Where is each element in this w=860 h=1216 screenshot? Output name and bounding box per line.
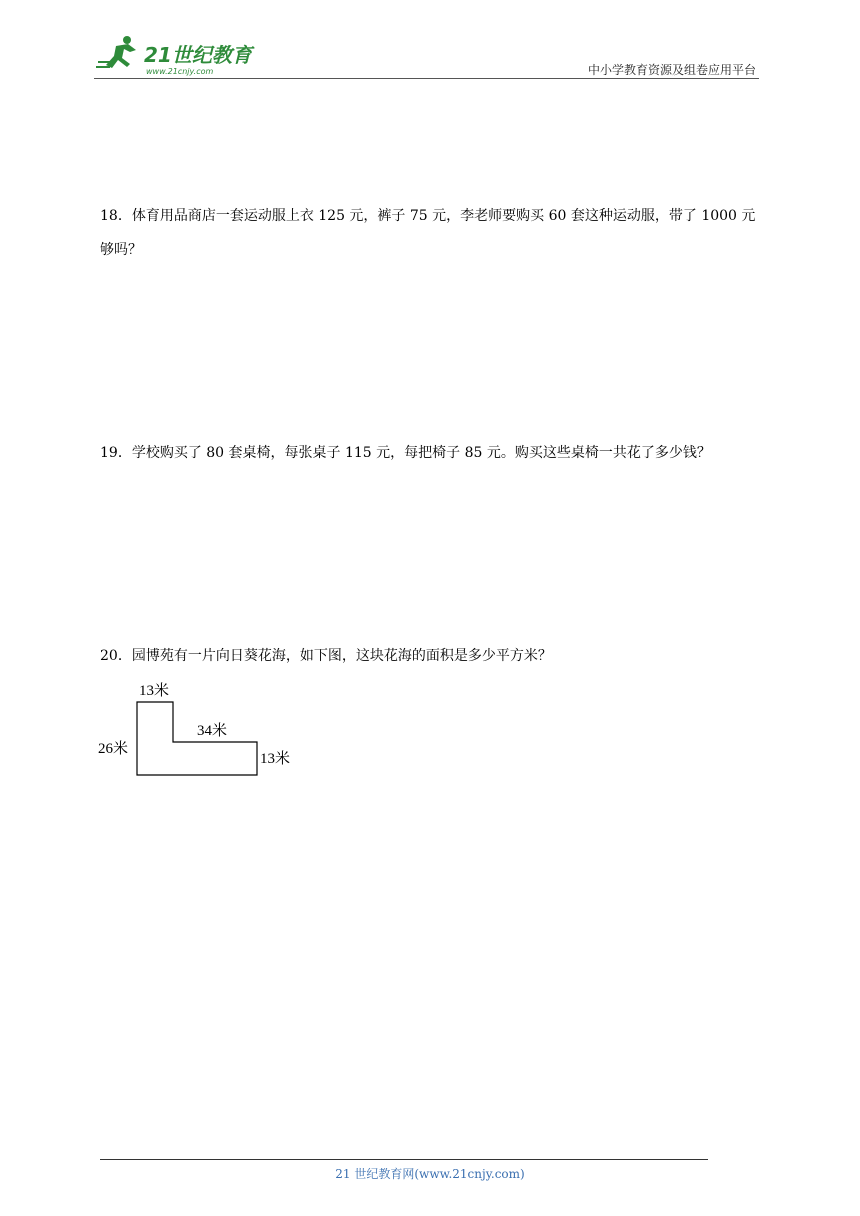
l-shape-figure	[95, 674, 305, 784]
platform-title: 中小学教育资源及组卷应用平台	[587, 63, 756, 77]
site-logo	[94, 32, 264, 78]
logo-url: www.21cnjy.com	[146, 67, 214, 76]
label-top-width: 13米	[139, 683, 170, 699]
label-step-width: 34米	[197, 723, 228, 739]
label-right-height: 13米	[260, 751, 291, 767]
runner-icon	[96, 36, 136, 68]
question-19: 19．学校购买了 80 套桌椅，每张桌子 115 元，每把椅子 85 元。购买这些桌椅一共花了多少钱？	[100, 445, 711, 461]
question-20: 20．园博苑有一片向日葵花海，如下图，这块花海的面积是多少平方米？	[100, 648, 552, 664]
question-18: 18．体育用品商店一套运动服上衣 125 元，裤子 75 元，李老师要购买 60 套这种运动服，带了 1000 元够吗？	[100, 208, 756, 258]
header-divider	[94, 78, 759, 79]
label-left-height: 26米	[98, 741, 129, 757]
logo-text: 21世纪教育	[144, 43, 252, 67]
footer-divider	[100, 1159, 708, 1160]
footer-link[interactable]: 21 世纪教育网(www.21cnjy.com)	[335, 1167, 525, 1181]
